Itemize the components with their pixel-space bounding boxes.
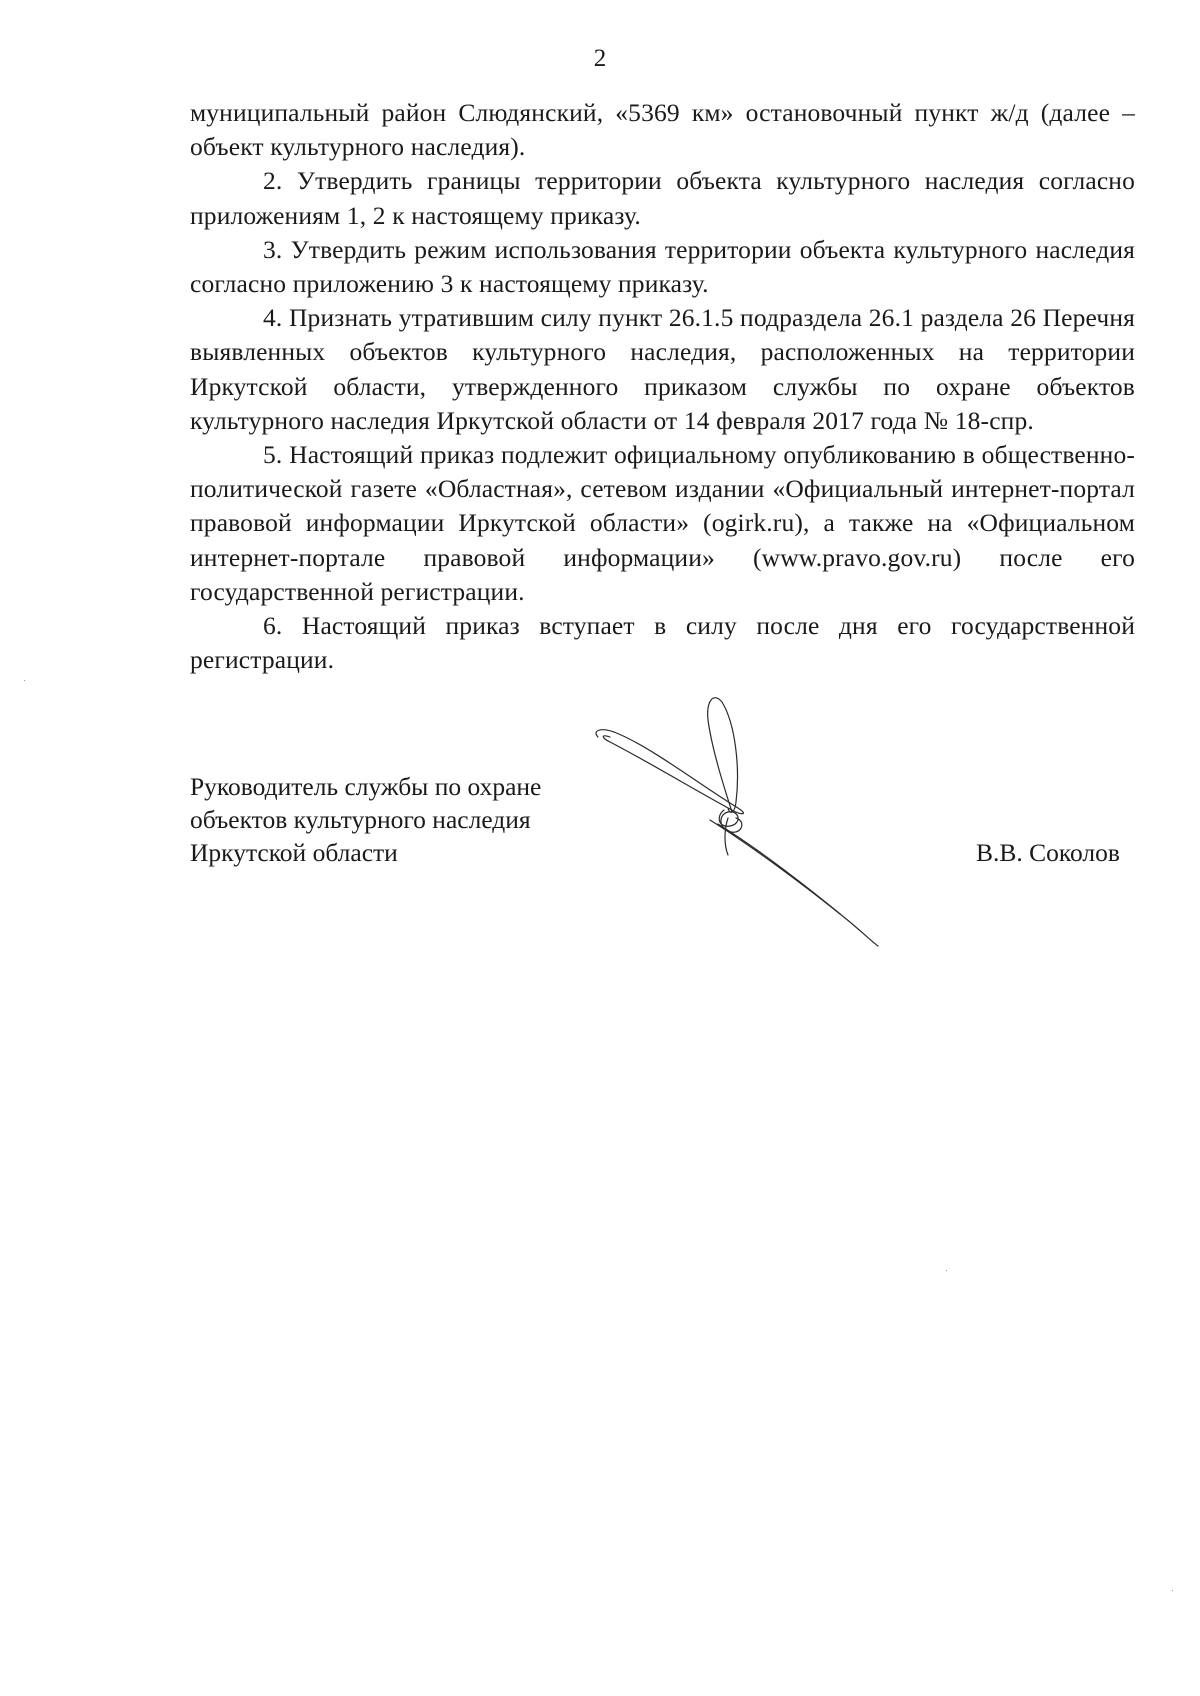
- page-number: 2: [593, 45, 607, 72]
- handwritten-signature: [590, 690, 940, 990]
- signer-position: [190, 770, 541, 869]
- signer-name: В.В. Соколов: [976, 838, 1120, 867]
- signer-position-line-1: Руководитель службы по охране: [190, 772, 542, 801]
- signer-position-line-3: Иркутской области: [190, 838, 398, 867]
- item-6-paragraph: 6. Настоящий приказ вступает в силу после дня его государственной регистрации.: [190, 611, 1135, 675]
- signer-position-line-2: объектов культурного наследия: [190, 805, 531, 834]
- continuation-paragraph: муниципальный район Слюдянский, «5369 км» остановочный пункт ж/д (далее – объект культурного наследия).: [190, 98, 1135, 162]
- scan-artifact: [1172, 1590, 1173, 1591]
- item-5-paragraph: 5. Настоящий приказ подлежит официальному опубликованию в общественно-политической газете «Областная», сетевом издании «Официальный интернет-портал правовой информации Иркутской области» (ogirk.ru), а также на «Официальном интернет-портале правовой информации» (www.pravo.gov.ru) после его государственной регистрации.: [190, 440, 1135, 606]
- item-3-paragraph: 3. Утвердить режим использования территории объекта культурного наследия согласно приложению 3 к настоящему приказу.: [190, 234, 1135, 299]
- scan-artifact: [24, 680, 25, 681]
- scan-artifact: [946, 1270, 947, 1271]
- document-body: [190, 96, 1135, 677]
- item-2-paragraph: 2. Утвердить границы территории объекта культурного наследия согласно приложениям 1, 2 к настоящему приказу.: [190, 166, 1135, 230]
- item-4-paragraph: 4. Признать утратившим силу пункт 26.1.5 подраздела 26.1 раздела 26 Перечня выявленных объектов культурного наследия, расположенных на территории Иркутской области, утвержденного приказом службы по охране объектов культурного наследия Иркутской области от 14 февраля 2017 года № 18-спр.: [190, 303, 1135, 435]
